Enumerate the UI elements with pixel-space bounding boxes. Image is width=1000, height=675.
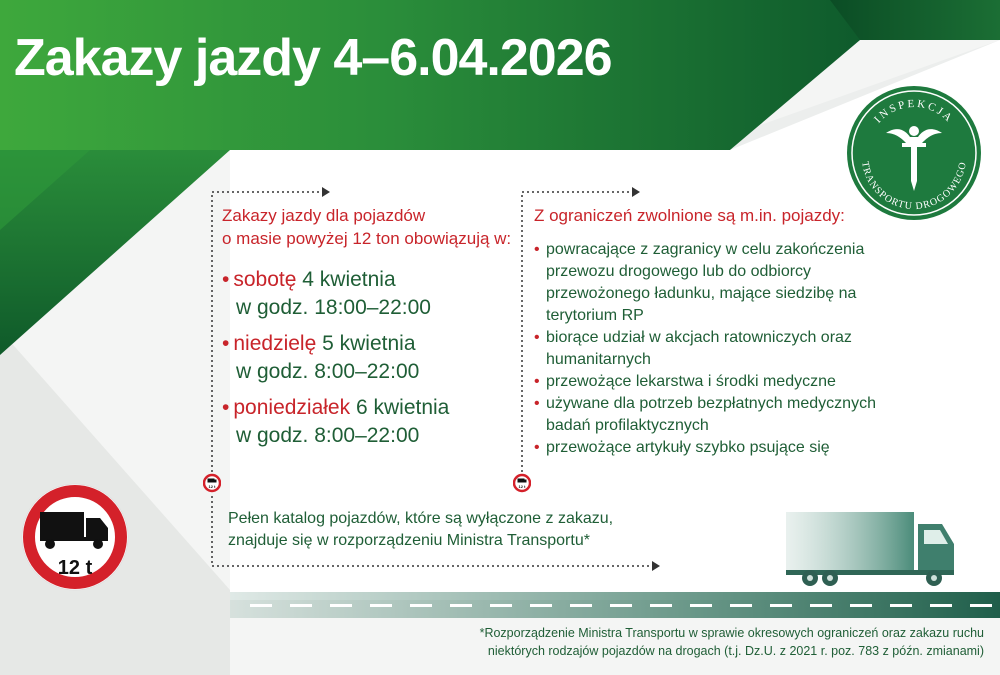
catalog-note	[228, 508, 648, 552]
truck-illustration-icon	[782, 508, 962, 592]
sign-label: 12 t	[57, 557, 93, 579]
day-hours: w godz. 8:00–22:00	[236, 424, 420, 447]
list-item: • biorące udział w akcjach ratowniczych oraz humanitarnych	[534, 329, 852, 368]
footnote-line1: *Rozporządzenie Ministra Transportu w sprawie okresowych ograniczeń oraz zakazu ruchu	[479, 626, 984, 640]
day-hours: w godz. 18:00–22:00	[236, 296, 431, 319]
exemptions-heading: Z ograniczeń zwolnione są m.in. pojazdy:	[534, 206, 845, 225]
bullet: •	[222, 332, 230, 355]
day-name: poniedziałek	[233, 396, 351, 419]
truck-prohibition-sign-icon	[20, 482, 130, 592]
list-item: • używane dla potrzeb bezpłatnych medycznych badań profilaktycznych	[534, 395, 876, 434]
road	[230, 592, 1000, 618]
ban-day-monday	[222, 394, 522, 450]
footnote-line2: niektórych rodzajów pojazdów na drogach (t.j. Dz.U. z 2021 r. poz. 783 z późn. zmianami)	[487, 644, 984, 658]
exemptions-list	[534, 239, 894, 459]
day-name: sobotę	[233, 268, 297, 291]
ban-day-saturday	[222, 266, 522, 322]
ban-day-sunday	[222, 330, 522, 386]
svg-text:12 t: 12 t	[208, 484, 216, 489]
small-truck-sign-icon	[513, 472, 531, 494]
day-date: 5 kwietnia	[322, 332, 416, 355]
day-name: niedzielę	[233, 332, 317, 355]
exemptions	[534, 204, 894, 459]
ban-schedule	[222, 204, 522, 450]
day-date: 6 kwietnia	[355, 396, 450, 419]
logo-bottom-text: TRANSPORTU DROGOWEGO	[859, 160, 969, 213]
logo-top-text: INSPEKCJA	[872, 97, 956, 126]
catalog-line1: Pełen katalog pojazdów, które są wyłączone z zakazu,	[228, 510, 614, 527]
small-truck-sign-icon	[203, 472, 221, 494]
ban-heading-line1: Zakazy jazdy dla pojazdów	[222, 206, 426, 225]
day-date: 4 kwietnia	[302, 268, 396, 291]
day-hours: w godz. 8:00–22:00	[236, 360, 420, 383]
ban-heading-line2: o masie powyżej 12 ton obowiązują w:	[222, 229, 512, 248]
list-item: • powracające z zagranicy w celu zakończenia przewozu drogowego lub do odbiorcy przewożonego ładunku, mające siedzibę na terytorium RP	[534, 241, 865, 324]
page-title: Zakazy jazdy 4–6.04.2026	[14, 29, 612, 87]
list-item: • przewożące artykuły szybko psujące się	[534, 439, 830, 456]
svg-text:12 t: 12 t	[518, 484, 526, 489]
footnote	[384, 624, 984, 660]
bullet: •	[222, 396, 230, 419]
catalog-line2: znajduje się w rozporządzeniu Ministra Transportu*	[228, 532, 590, 549]
bullet: •	[222, 268, 230, 291]
list-item: • przewożące lekarstwa i środki medyczne	[534, 373, 836, 390]
